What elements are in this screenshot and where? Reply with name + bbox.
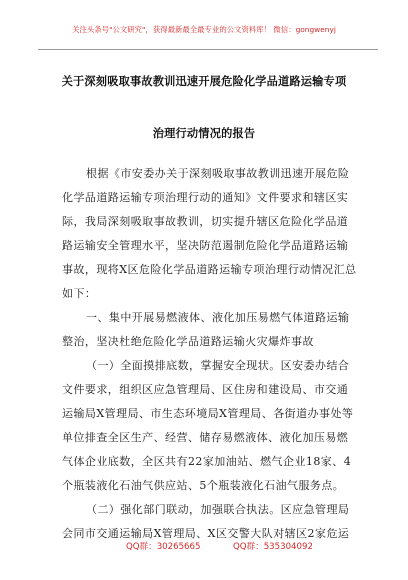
document-title-line-2: 治理行动情况的报告 bbox=[152, 126, 256, 140]
body-line-12: 单位排查全区生产、经营、储存易燃液体、液化加压易燃 bbox=[62, 431, 349, 444]
body-line-11: 运输局X管理局、市生态环境局X管理局、各街道办事处等 bbox=[62, 407, 354, 420]
body-line-9: （一）全面摸排底数，掌握安全现状。区安委办结合 bbox=[86, 359, 350, 372]
header-promo-note: 关注头条号"公文研究"，获得最新最全最专业的公文资料库！ 微信：gongwenyj bbox=[72, 25, 336, 34]
footer-qq-group-2: QQ群：535304092 bbox=[233, 542, 313, 552]
body-line-14: 个瓶装液化石油气供应站、5个瓶装液化石油气服务点。 bbox=[62, 479, 345, 492]
body-line-4: 路运输安全管理水平，坚决防范遏制危险化学品道路运输 bbox=[62, 239, 349, 252]
section-heading-line-1: 一、集中开展易燃液体、液化加压易燃气体道路运输 bbox=[86, 311, 350, 324]
body-line-10: 文件要求，组织区应急管理局、区住房和建设局、市交通 bbox=[62, 383, 349, 396]
body-line-1: 根据《市安委办关于深刻吸取事故教训迅速开展危险 bbox=[86, 167, 350, 180]
document-title-line-1: 关于深刻吸取事故教训迅速开展危险化学品道路运输专项 bbox=[61, 74, 347, 88]
footer-qq-group-1: QQ群：30265665 bbox=[126, 542, 201, 552]
body-line-16: 会同市交通运输局X管理局、X区交警大队对辖区2家危运 bbox=[62, 527, 350, 540]
header-divider bbox=[38, 49, 378, 50]
body-line-6: 如下： bbox=[62, 287, 97, 300]
body-line-3: 际，我局深刻吸取事故教训，切实提升辖区危险化学品道 bbox=[62, 215, 349, 228]
body-line-5: 事故，现将X区危险化学品道路运输专项治理行动情况汇总 bbox=[62, 263, 357, 276]
body-line-13: 气体企业底数，全区共有22家加油站、燃气企业18家、4 bbox=[62, 455, 352, 468]
body-line-15: （二）强化部门联动，加强联合执法。区应急管理局 bbox=[86, 503, 350, 516]
section-heading-line-2: 整治，坚决杜绝危险化学品道路运输火灾爆炸事故 bbox=[62, 335, 314, 348]
body-line-2: 化学品道路运输专项治理行动的通知》文件要求和辖区实 bbox=[62, 191, 349, 204]
